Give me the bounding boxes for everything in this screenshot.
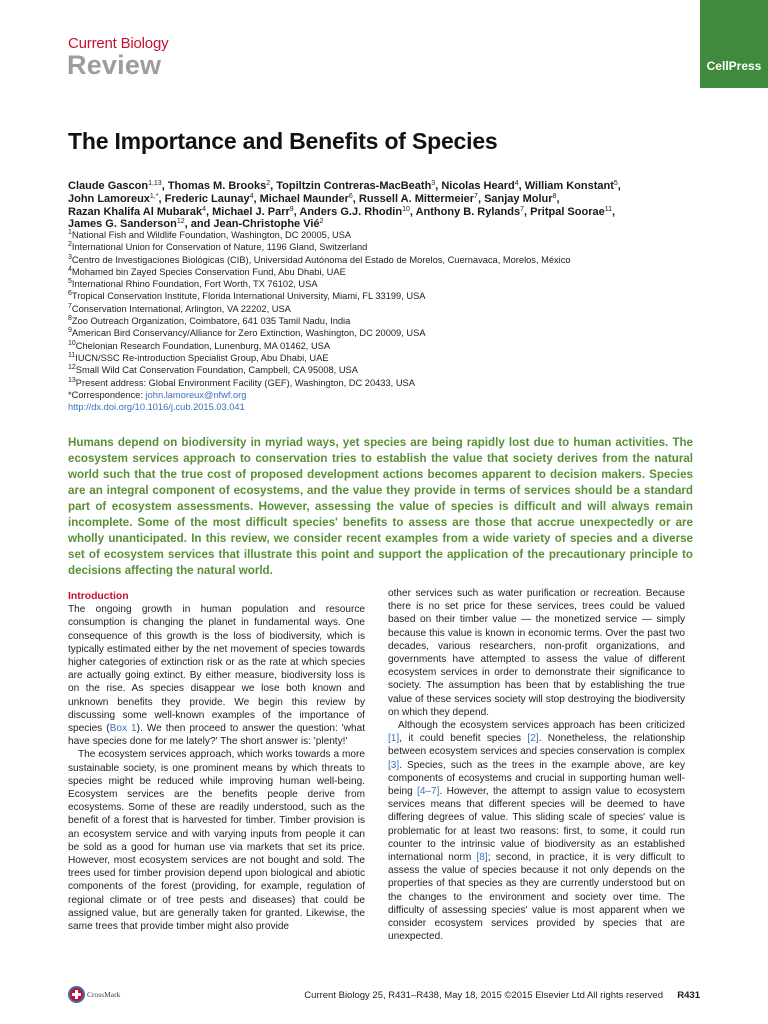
affiliation-text: American Bird Conservancy/Alliance for Zero Extinction, Washington, DC 20009, USA — [71, 328, 426, 339]
author-affiliation-mark: 8 — [552, 192, 557, 200]
affiliation — [68, 352, 571, 364]
paragraph-text: ). We then proceed to answer the question: 'what have species done for me lately?' The short answer is: 'plenty!' — [68, 723, 366, 748]
author-line — [68, 180, 688, 193]
affiliation-number: 9 — [68, 327, 72, 335]
author-name: Michael J. Parr — [212, 205, 290, 218]
author-line — [68, 193, 688, 206]
affiliation — [68, 278, 571, 290]
reference-link[interactable]: [2] — [527, 733, 539, 745]
section-heading: Introduction — [68, 591, 129, 602]
affiliation-text: Mohamed bin Zayed Species Conservation Fund, Abu Dhabi, UAE — [71, 266, 346, 277]
affiliation-number: 2 — [68, 241, 72, 249]
affiliation-number: 8 — [68, 315, 72, 323]
author-separator: , — [205, 205, 213, 218]
author-affiliation-mark: 7 — [520, 205, 525, 213]
author-separator: , — [293, 205, 300, 218]
affiliation-list — [68, 229, 571, 389]
author-separator: , — [253, 192, 260, 205]
reference-link[interactable]: [4–7] — [417, 786, 440, 798]
affiliation-text: Small Wild Cat Conservation Foundation, Campbell, CA 95008, USA — [75, 365, 358, 376]
author-name: Topiltzin Contreras-MacBeath — [276, 180, 432, 192]
author-affiliation-mark: 6 — [348, 192, 353, 200]
reference-link[interactable]: [8] — [476, 852, 488, 864]
author-name: Michael Maunder — [259, 192, 349, 205]
affiliation-number: 7 — [68, 302, 72, 310]
author-name: Pritpal Soorae — [530, 205, 605, 218]
correspondence-label: *Correspondence: — [68, 389, 146, 400]
author-separator: , — [518, 180, 525, 192]
author-name: Razan Khalifa Al Mubarak — [68, 205, 203, 218]
reference-link[interactable]: [3] — [388, 759, 400, 771]
paragraph-text: ; second, in practice, it is very difficult to assess the value of species because it not only depends on the properties of that species as they are currently understood but on the changes to the environment and society over time. The difficulty of assessing species' value is most apparent when we consider ecosystem services provided by species that are unexpected. — [388, 852, 685, 943]
abstract: Humans depend on biodiversity in myriad ways, yet species are being rapidly lost due to human activities. The ecosystem services approach to conservation tries to establish the value that society derives from the natural world such that the true cost of proposed development actions becomes apparent to decision makers. Species are an integral component of ecosystems, and the value they provide in terms of services should be a standard part of ecosystem assessments. However, assessing the value of species is difficult and will always remain incomplete. Some of the most difficult species' benefits to assess are those that accrue unexpectedly or are wholly unanticipated. In this review, we consider recent examples from a wide variety of species and a diverse set of ecosystem services that illustrate this point and support the application of the precautionary principle to decisions affecting the natural world. — [68, 436, 693, 577]
author-name: William Konstant — [524, 180, 614, 192]
affiliation-text: International Union for Conservation of Nature, 1196 Gland, Switzerland — [71, 242, 368, 253]
page-number: R431 — [677, 990, 700, 1001]
author-affiliation-mark: 5 — [613, 180, 618, 187]
crossmark-icon — [68, 986, 85, 1003]
author-separator: , — [409, 205, 416, 218]
paragraph-text: . However, the attempt to assign value to ecosystem services means that different species will be deemed to have differing degrees of value. This sliding scale of species' value is problematic for at least two reasons: first, to some, it could run counter to the intrinsic value of biodiversity as an established international norm — [388, 786, 685, 864]
paragraph-text: . Species, such as the trees in the example above, are key components of ecosystems and crucial in supporting human well-being — [388, 759, 685, 798]
correspondence-email-link[interactable]: john.lamoreux@nfwf.org — [145, 389, 247, 400]
author-name: Anders G.J. Rhodin — [299, 205, 403, 218]
affiliation — [68, 327, 571, 339]
affiliation — [68, 266, 571, 278]
author-name: Russell A. Mittermeier — [358, 192, 475, 205]
affiliation-number: 13 — [68, 376, 76, 384]
affiliation — [68, 340, 571, 352]
paragraph-text: The ongoing growth in human population and resource consumption is changing the planet in fundamental ways. One consequence of this growth is the loss of biodiversity, which is typically estimated either by the net movement of species towards higher categories of extinction risk or as the rate at which species are actually going extinct. By either measure, biodiversity loss is on the rise. As species disappear we lose both known and unknown benefits they provide. We begin this review by discussing some well-known examples of the importance of species ( — [68, 604, 365, 735]
page-footer — [0, 986, 768, 1006]
author-name: James G. Sanderson — [68, 218, 177, 231]
affiliation — [68, 364, 571, 376]
paragraph-text: . Nonetheless, the relationship between ecosystem services and species conservation is complex — [388, 733, 685, 758]
body-column-right — [388, 587, 685, 943]
affiliations — [68, 229, 571, 413]
affiliation — [68, 377, 571, 389]
affiliation-text: National Fish and Wildlife Foundation, Washington, DC 20005, USA — [71, 230, 352, 240]
author-name: Jean-Christophe Vié — [213, 218, 320, 231]
author-affiliation-mark: 4 — [202, 205, 206, 213]
author-separator: , — [352, 192, 359, 205]
author-line — [68, 206, 688, 219]
author-separator: , — [270, 180, 277, 192]
affiliation-text: Chelonian Research Foundation, Lunenburg, MA 01462, USA — [75, 340, 331, 351]
author-affiliation-mark: 9 — [289, 205, 294, 213]
affiliation — [68, 229, 571, 241]
author-affiliation-mark: 2 — [266, 180, 271, 187]
affiliation-number: 1 — [68, 229, 72, 236]
author-affiliation-mark: 4 — [514, 180, 519, 187]
paragraph-text: , it could benefit species — [399, 733, 528, 745]
author-affiliation-mark: 7 — [474, 192, 478, 200]
citation-line: Current Biology 25, R431–R438, May 18, 2015 ©2015 Elsevier Ltd All rights reserved — [304, 990, 663, 1001]
author-separator: , — [158, 192, 165, 205]
affiliation — [68, 254, 571, 266]
paragraph-text: Although the ecosystem services approach has been criticized — [398, 720, 685, 732]
paragraph: other services such as water purification or recreation. Because there is no set price for these services, trees could be valued based on their timber value — the monetized service — simply because this value is known in economic terms. Over the past two decades, various researchers, non-profit organizations, and governments have attempted to assess the value of different ecosystem services in order to demonstrate their significance to society. The assumption has been that by establishing the true value of these services society will stop destroying the biodiversity on which they depend. — [388, 588, 685, 718]
author-separator: , and — [184, 218, 214, 231]
author-affiliation-mark: 12 — [176, 218, 185, 226]
affiliation — [68, 290, 571, 302]
affiliation-number: 5 — [68, 278, 72, 286]
publisher-logo — [700, 0, 768, 88]
author-affiliation-mark: 11 — [604, 205, 612, 213]
affiliation-text: Zoo Outreach Organization, Coimbatore, 641 035 Tamil Nadu, India — [71, 316, 351, 327]
affiliation-text: Present address: Global Environment Facility (GEF), Washington, DC 20433, USA — [75, 377, 415, 388]
journal-name: Current Biology — [68, 35, 169, 52]
author-affiliation-mark: 1,* — [149, 192, 159, 200]
author-affiliation-mark: 10 — [402, 205, 410, 213]
paragraph — [388, 719, 685, 943]
affiliation-number: 11 — [68, 351, 76, 359]
doi-link[interactable]: http://dx.doi.org/10.1016/j.cub.2015.03.041 — [68, 402, 245, 413]
author-affiliation-mark: 2 — [319, 218, 324, 226]
affiliation — [68, 303, 571, 315]
author-affiliation-mark: 1,13 — [148, 180, 162, 187]
author-list — [68, 180, 688, 231]
crossmark-badge[interactable] — [68, 986, 120, 1003]
correspondence — [68, 389, 571, 401]
affiliation — [68, 315, 571, 327]
reference-link[interactable]: [1] — [388, 733, 400, 745]
author-name: John Lamoreux — [68, 192, 150, 205]
affiliation-number: 3 — [68, 253, 72, 261]
author-name: Nicolas Heard — [441, 180, 515, 192]
author-affiliation-mark: 4 — [249, 192, 254, 200]
publisher-name: CellPress — [706, 59, 762, 73]
paragraph: The ecosystem services approach, which works towards a more sustainable society, is one prominent means by which threats to species might be reduced while improving human well-being. Ecosystem services are the benefits people derive from ecosystems. Some of these are readily understood, such as the benefit of a forest that is harvested for timber. Timber provision is an ecosystem service and with varying inputs from people it can be sold as a good for human use via markets that set its price. However, most ecosystem services are not bought and sold. The trees used for timber provision depend upon biological and abiotic components of the forest (providing, for example, regulation of regional climate or of tree pests and diseases) that could be assigned value, but are generally taken for granted. Likewise, the same trees that provide timber might also provide — [68, 749, 365, 933]
affiliation-text: International Rhino Foundation, Fort Worth, TX 76102, USA — [71, 279, 318, 290]
author-affiliation-mark: 3 — [431, 180, 436, 187]
affiliation-text: Tropical Conservation Institute, Florida International University, Miami, FL 33199, USA — [71, 291, 426, 302]
affiliation-number: 4 — [68, 265, 72, 273]
affiliation-number: 12 — [68, 364, 76, 372]
author-separator: , — [612, 205, 616, 218]
crossmark-label: CrossMark — [87, 990, 121, 999]
affiliation-text: Centro de Investigaciones Biológicas (CIB), Universidad Autónoma del Estado de Morelos, Cuernavaca, Morelos, México — [71, 254, 571, 265]
author-name: Anthony B. Rylands — [415, 205, 521, 218]
affiliation-number: 10 — [68, 339, 76, 347]
affiliation-text: IUCN/SSC Re-introduction Specialist Group, Abu Dhabi, UAE — [75, 352, 329, 363]
author-name: Claude Gascon — [68, 180, 149, 192]
author-separator: , — [435, 180, 442, 192]
affiliation-text: Conservation International, Arlington, VA 22202, USA — [71, 303, 291, 314]
body-column-left — [68, 590, 365, 933]
affiliation — [68, 241, 571, 253]
author-separator: , — [556, 192, 560, 205]
affiliation-number: 6 — [68, 290, 72, 298]
author-name: Thomas M. Brooks — [167, 180, 267, 192]
author-separator: , — [524, 205, 531, 218]
box-link[interactable]: Box 1 — [109, 723, 137, 735]
author-name: Sanjay Molur — [484, 192, 553, 205]
author-separator: , — [477, 192, 485, 205]
author-separator: , — [617, 180, 621, 192]
article-title: The Importance and Benefits of Species — [68, 128, 498, 154]
author-name: Frederic Launay — [164, 192, 250, 205]
author-separator: , — [161, 180, 168, 192]
paragraph — [68, 603, 365, 748]
article-type: Review — [67, 50, 162, 80]
